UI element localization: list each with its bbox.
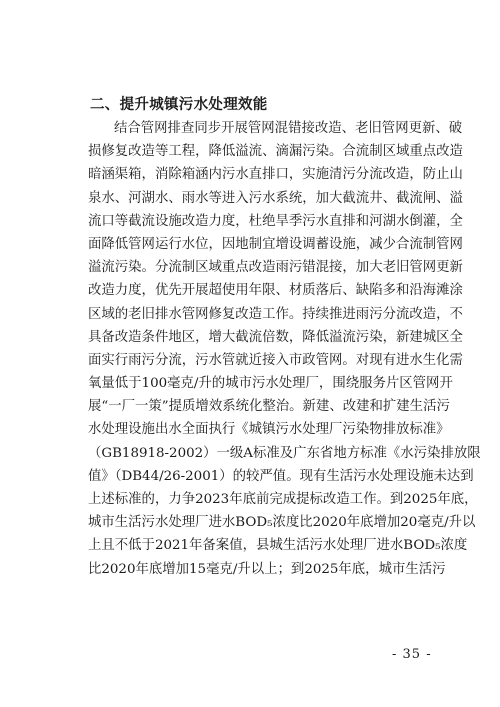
paragraph-line: 氧量低于100毫克/升的城市污水处理厂，围绕服务片区管网开 <box>88 376 453 392</box>
paragraph-line: 具备改造条件地区，增大截流倍数，降低溢流污染，新建城区全 <box>88 329 463 345</box>
paragraph-line: 面降低管网运行水位，因地制宜增设调蓄设施，减少合流制管网 <box>88 236 463 252</box>
paragraph-line: 损修复改造等工程，降低溢流、滴漏污染。合流制区域重点改造 <box>88 144 463 160</box>
paragraph-line: 展“一厂一策”提质增效系统化整治。新建、改建和扩建生活污 <box>88 399 450 415</box>
paragraph-line: 上且不低于2021年备案值，县城生活污水处理厂进水BOD₅浓度 <box>88 538 468 554</box>
paragraph-line: 暗涵渠箱，消除箱涵内污水直排口，实施清污分流改造，防止山 <box>88 167 463 183</box>
paragraph-line: 流口等截流设施改造力度，杜绝旱季污水直排和河湖水倒灌，全 <box>88 213 463 229</box>
paragraph-line: 上述标准的，力争2023年底前完成提标改造工作。到2025年底， <box>88 492 478 507</box>
paragraph-line: 区域的老旧排水管网修复改造工作。持续推进雨污分流改造，不 <box>88 306 463 322</box>
page-number: - 35 - <box>392 647 432 662</box>
paragraph-line: 值》（DB44/26-2001）的较严值。现有生活污水处理设施未达到 <box>88 468 474 484</box>
section-heading: 二、提升城镇污水处理效能 <box>90 97 268 113</box>
paragraph-line: 比2020年底增加15毫克/升以上；到2025年底，城市生活污 <box>88 561 446 577</box>
paragraph-line: （GB18918-2002）一级A标准及广东省地方标准《水污染排放限 <box>88 445 481 461</box>
paragraph-line: 面实行雨污分流，污水管就近接入市政管网。对现有进水生化需 <box>88 352 463 368</box>
paragraph-line: 水处理设施出水全面执行《城镇污水处理厂污染物排放标准》 <box>88 422 450 438</box>
body-paragraph <box>88 117 481 581</box>
paragraph-line: 溢流污染。分流制区域重点改造雨污错混接，加大老旧管网更新 <box>88 260 463 276</box>
paragraph-line: 改造力度，优先开展超使用年限、材质落后、缺陷多和沿海滩涂 <box>88 283 463 299</box>
paragraph-line: 泉水、河湖水、雨水等进入污水系统，加大截流井、截流闸、溢 <box>88 190 463 206</box>
paragraph-line: 结合管网排查同步开展管网混错接改造、老旧管网更新、破 <box>114 121 463 136</box>
paragraph-line: 城市生活污水处理厂进水BOD₅浓度比2020年底增加20毫克/升以 <box>88 515 476 531</box>
